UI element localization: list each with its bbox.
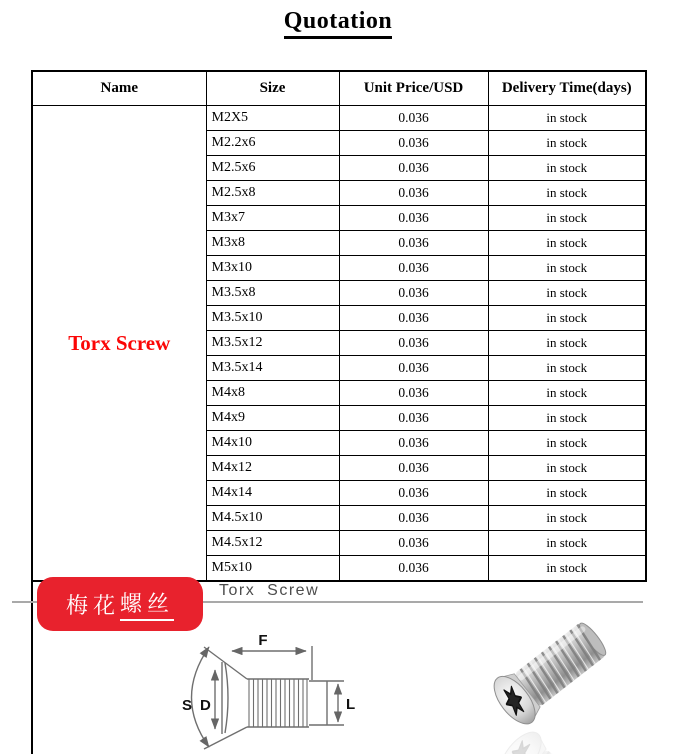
price-cell: 0.036 [339, 356, 488, 381]
dim-label-f: F [258, 632, 268, 649]
delivery-cell: in stock [488, 506, 646, 531]
delivery-cell: in stock [488, 306, 646, 331]
size-cell: M4.5x12 [206, 531, 339, 556]
header-delivery: Delivery Time(days) [488, 71, 646, 106]
price-cell: 0.036 [339, 256, 488, 281]
price-cell: 0.036 [339, 181, 488, 206]
delivery-cell: in stock [488, 156, 646, 181]
header-size: Size [206, 71, 339, 106]
delivery-cell: in stock [488, 331, 646, 356]
product-badge-cn [37, 577, 203, 631]
delivery-cell: in stock [488, 281, 646, 306]
delivery-cell: in stock [488, 381, 646, 406]
header-name: Name [32, 71, 206, 106]
delivery-cell: in stock [488, 356, 646, 381]
screw-photo [448, 622, 653, 754]
table-row [32, 106, 646, 131]
price-cell: 0.036 [339, 381, 488, 406]
delivery-cell: in stock [488, 256, 646, 281]
delivery-cell: in stock [488, 556, 646, 582]
size-cell: M4x12 [206, 456, 339, 481]
delivery-cell: in stock [488, 206, 646, 231]
size-cell: M3x10 [206, 256, 339, 281]
price-cell: 0.036 [339, 206, 488, 231]
delivery-cell: in stock [488, 481, 646, 506]
price-cell: 0.036 [339, 231, 488, 256]
dim-label-d: D [200, 697, 211, 714]
price-cell: 0.036 [339, 106, 488, 131]
delivery-cell: in stock [488, 406, 646, 431]
price-cell: 0.036 [339, 556, 488, 582]
price-cell: 0.036 [339, 156, 488, 181]
price-cell: 0.036 [339, 331, 488, 356]
price-cell: 0.036 [339, 306, 488, 331]
delivery-cell: in stock [488, 131, 646, 156]
delivery-cell: in stock [488, 231, 646, 256]
size-cell: M5x10 [206, 556, 339, 582]
size-cell: M3x8 [206, 231, 339, 256]
delivery-cell: in stock [488, 431, 646, 456]
size-cell: M3.5x10 [206, 306, 339, 331]
size-cell: M3x7 [206, 206, 339, 231]
price-cell: 0.036 [339, 281, 488, 306]
price-cell: 0.036 [339, 506, 488, 531]
table-body [32, 106, 646, 582]
size-cell: M4.5x10 [206, 506, 339, 531]
price-cell: 0.036 [339, 481, 488, 506]
dim-label-l: L [346, 696, 356, 713]
price-cell: 0.036 [339, 431, 488, 456]
price-cell: 0.036 [339, 531, 488, 556]
table-header [32, 71, 646, 106]
size-cell: M2.5x8 [206, 181, 339, 206]
size-cell: M3.5x8 [206, 281, 339, 306]
screw-dimension-diagram [178, 630, 360, 754]
quotation-table [31, 70, 647, 582]
size-cell: M3.5x12 [206, 331, 339, 356]
product-label-en: Torx Screw [219, 582, 320, 599]
price-cell: 0.036 [339, 131, 488, 156]
badge-text-part1: 梅花 [65, 592, 120, 618]
size-cell: M4x14 [206, 481, 339, 506]
header-price: Unit Price/USD [339, 71, 488, 106]
table-left-border-continuation [31, 578, 33, 754]
delivery-cell: in stock [488, 106, 646, 131]
delivery-cell: in stock [488, 456, 646, 481]
size-cell: M4x8 [206, 381, 339, 406]
size-cell: M4x9 [206, 406, 339, 431]
size-cell: M3.5x14 [206, 356, 339, 381]
delivery-cell: in stock [488, 531, 646, 556]
page-title-wrap [0, 8, 676, 39]
dim-label-s: S [182, 697, 193, 714]
delivery-cell: in stock [488, 181, 646, 206]
product-name-cell: Torx Screw [32, 106, 206, 582]
size-cell: M2X5 [206, 106, 339, 131]
page-title: Quotation [284, 8, 393, 39]
size-cell: M4x10 [206, 431, 339, 456]
price-cell: 0.036 [339, 406, 488, 431]
price-cell: 0.036 [339, 456, 488, 481]
size-cell: M2.5x6 [206, 156, 339, 181]
size-cell: M2.2x6 [206, 131, 339, 156]
badge-text-part2: 螺丝 [120, 587, 174, 621]
